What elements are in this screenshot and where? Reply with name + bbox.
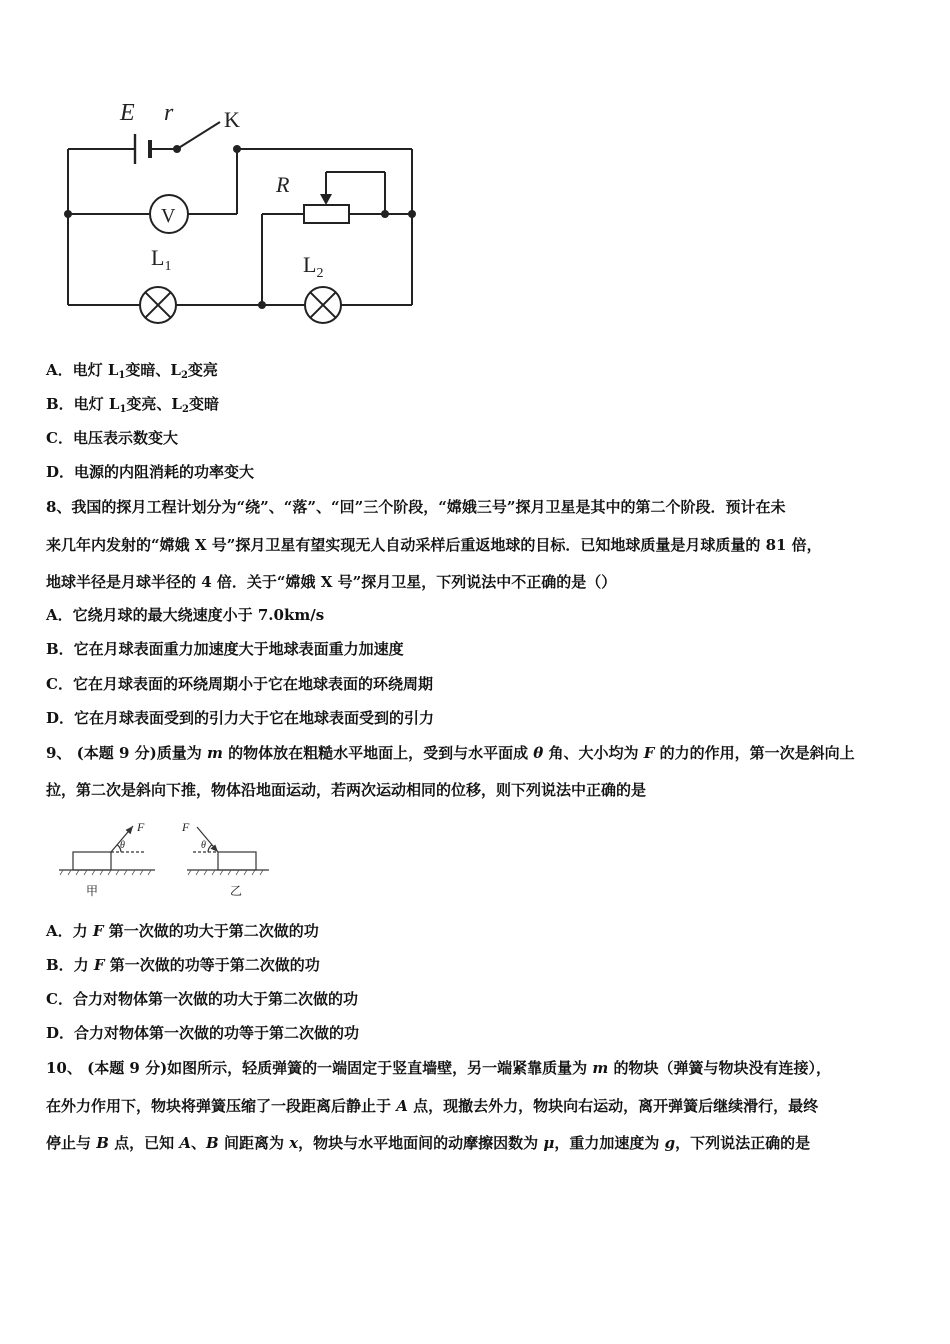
- fig-label-theta-jia: θ: [120, 840, 125, 851]
- label-e: E: [120, 100, 135, 126]
- lamp-l1: [140, 287, 176, 323]
- label-k: K: [224, 107, 240, 132]
- q8-option-d: D．它在月球表面受到的引力大于它在地球表面受到的引力: [46, 709, 435, 727]
- q9-stem-line1: 9、 (本题 9 分)质量为 m 的物体放在粗糙水平地面上，受到与水平面成 θ 角、大小均为 F 的力的作用，第一次是斜向上: [46, 744, 855, 762]
- lamp-l2: [305, 287, 341, 323]
- q8-option-c: C．它在月球表面的环绕周期小于它在地球表面的环绕周期: [46, 675, 433, 693]
- q7-option-c: C．电压表示数变大: [46, 429, 178, 447]
- q8-stem-line2: 来几年内发射的“嫦娥 X 号”探月卫星有望实现无人自动采样后重返地球的目标．已知地球质量是月球质量的 81 倍，: [46, 536, 822, 554]
- q9-option-c: C．合力对物体第一次做的功大于第二次做的功: [46, 990, 358, 1008]
- circuit-diagram: [50, 92, 430, 337]
- fig-label-f-jia: F: [137, 820, 145, 834]
- q7-option-a: A．电灯 $L_1$变暗、$L_2$变亮: [46, 361, 218, 381]
- q9-stem-line2: 拉，第二次是斜向下推，物体沿地面运动，若两次运动相同的位移，则下列说法中正确的是: [46, 781, 647, 799]
- q7-option-b: B．电灯 $L_1$变亮、$L_2$变暗: [46, 395, 219, 415]
- q7-option-d: D．电源的内阻消耗的功率变大: [46, 463, 255, 481]
- q9-option-a: A．力 F 第一次做的功大于第二次做的功: [46, 922, 319, 940]
- q9-option-d: D．合力对物体第一次做的功等于第二次做的功: [46, 1024, 360, 1042]
- label-v: V: [161, 205, 176, 227]
- force-diagram: [55, 815, 280, 900]
- label-l1: $L_1$: [151, 245, 172, 274]
- q10-stem-line3: 停止与 B 点，已知 A、B 间距离为 x，物块与水平地面间的动摩擦因数为 μ，重力加速度为 g，下列说法正确的是: [46, 1134, 811, 1152]
- fig-label-yi: 乙: [230, 884, 243, 898]
- fig-label-theta-yi: θ: [201, 840, 206, 851]
- q10-stem-line1: 10、 (本题 9 分)如图所示，轻质弹簧的一端固定于竖直墙壁，另一端紧靠质量为 m 的物块（弹簧与物块没有连接），: [46, 1059, 832, 1077]
- q8-option-b: B．它在月球表面重力加速度大于地球表面重力加速度: [46, 640, 404, 658]
- label-r-rheostat: R: [276, 172, 290, 197]
- fig-label-jia: 甲: [86, 884, 99, 898]
- q8-stem-line1: 8、我国的探月工程计划分为“绕”、“落”、“回”三个阶段，“嫦娥三号”探月卫星是其中的第二个阶段．预计在未: [46, 498, 786, 516]
- label-r: r: [164, 100, 174, 126]
- fig-label-f-yi: F: [182, 820, 190, 834]
- label-l2: $L_2$: [303, 252, 324, 281]
- q9-option-b: B．力 F 第一次做的功等于第二次做的功: [46, 956, 320, 974]
- q8-stem-line3: 地球半径是月球半径的 4 倍．关于“嫦娥 X 号”探月卫星，下列说法中不正确的是（）: [46, 573, 617, 591]
- q8-option-a: A．它绕月球的最大绕速度小于 7.0km/s: [46, 606, 325, 624]
- q10-stem-line2: 在外力作用下，物块将弹簧压缩了一段距离后静止于 A 点，现撤去外力，物块向右运动，离开弹簧后继续滑行，最终: [46, 1097, 819, 1115]
